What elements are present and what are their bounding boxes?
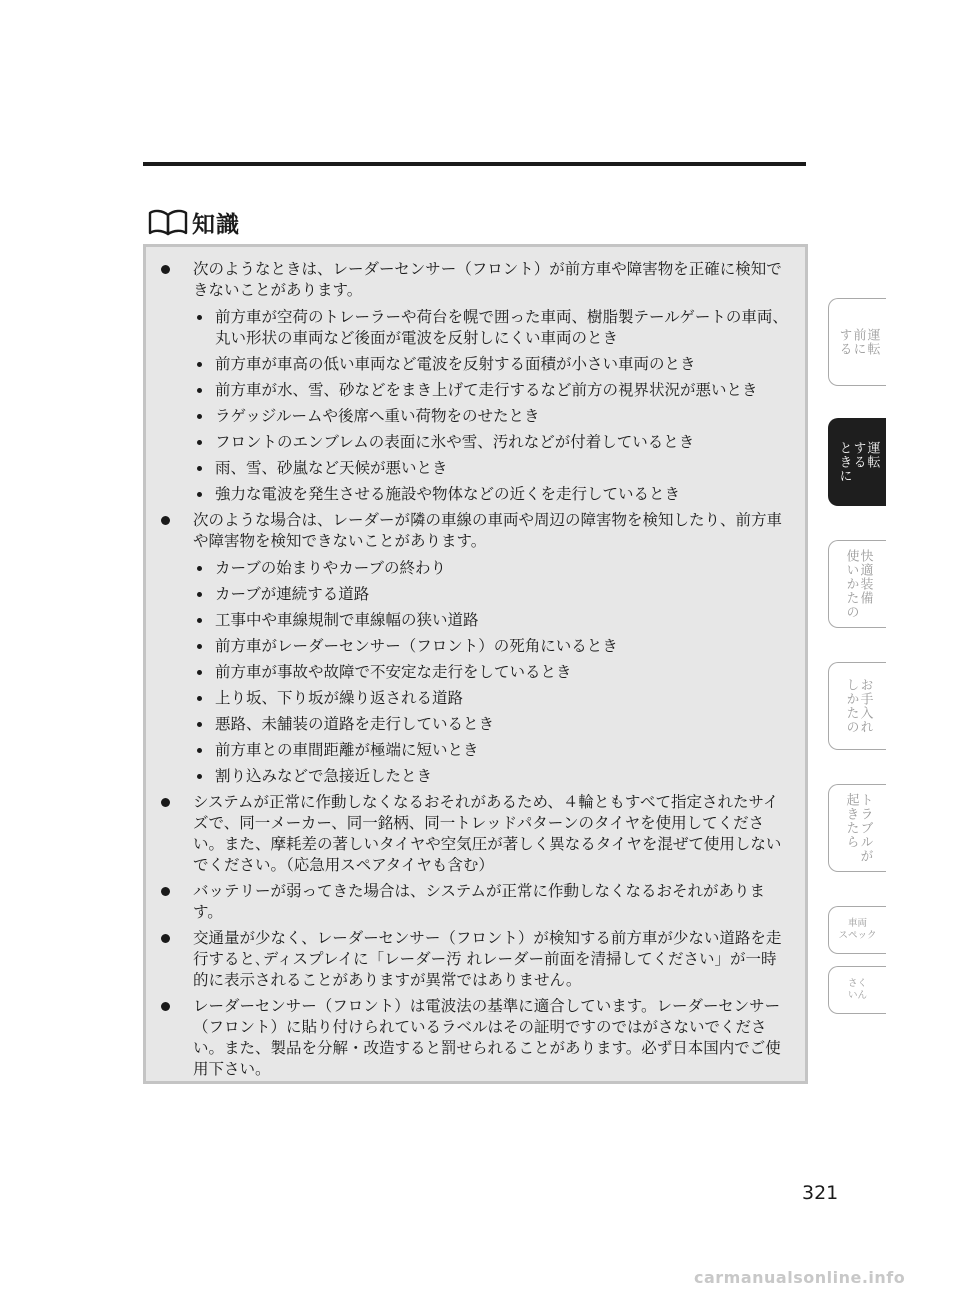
sub-bullet-text: 悪路、未舗装の道路を走行しているとき [215, 715, 495, 733]
sub-bullet-item [193, 432, 791, 453]
sub-bullet-item [193, 380, 791, 401]
side-tab-label: さく いん [847, 978, 867, 1001]
bullet-list [146, 259, 805, 1085]
bullet-dot [161, 798, 170, 807]
bullet-text: システムが正常に作動しなくなるおそれがあるため、４輪ともすべて指定されたサイズで、同一メーカー、同一銘柄、同一トレッドパターンのタイヤを使用してください。また、摩耗差の著しいタイヤや空気圧が著しく異なるタイヤを混ぜて使用しないでください。（応急用スペアタイヤも含む） [193, 793, 782, 874]
sub-bullet-dot [197, 362, 202, 367]
bullet-item [146, 996, 805, 1080]
bullet-dot [161, 1002, 170, 1011]
sub-bullet-item [193, 406, 791, 427]
sub-bullet-text: ラゲッジルームや後席へ重い荷物をのせたとき [215, 407, 540, 425]
section-heading [148, 204, 240, 240]
bullet-dot [161, 887, 170, 896]
sub-bullet-item [193, 484, 791, 505]
sub-bullet-text: 工事中や車線規制で車線幅の狭い道路 [215, 611, 479, 629]
sub-bullet-text: 前方車がレーダーセンサー（フロント）の死角にいるとき [215, 637, 618, 655]
side-tab[interactable] [828, 662, 886, 750]
sub-bullet-text: 雨、雪、砂嵐など天候が悪いとき [215, 459, 448, 477]
bullet-dot [161, 516, 170, 525]
section-title: 知識 [192, 211, 240, 238]
sub-bullet-dot [197, 466, 202, 471]
side-tab[interactable] [828, 784, 886, 872]
sub-bullet-text: 割り込みなどで急接近したとき [215, 767, 433, 785]
sub-bullet-dot [197, 492, 202, 497]
bullet-item [146, 881, 805, 923]
bullet-dot [161, 934, 170, 943]
side-tab[interactable] [828, 540, 886, 628]
bullet-item [146, 792, 805, 876]
book-icon [148, 207, 188, 237]
bullet-item [146, 510, 805, 787]
bullet-dot [161, 265, 170, 274]
info-panel [143, 244, 808, 1084]
sub-bullet-dot [197, 670, 202, 675]
sub-bullet-text: 前方車が車高の低い車両など電波を反射する面積が小さい車両のとき [215, 355, 696, 373]
bullet-text: レーダーセンサー（フロント）は電波法の基準に適合しています。レーダーセンサー（フロント）に貼り付けられているラベルはその証明ですのではがさないでください。また、製品を分解・改造すると罰せられることがあります。必ず日本国内でご使用下さい。 [193, 997, 781, 1078]
sub-bullet-text: フロントのエンブレムの表面に氷や雪、汚れなどが付着しているとき [215, 433, 695, 451]
sub-bullet-list [193, 558, 791, 787]
side-tab-label: 運転 前に する [836, 328, 880, 356]
sub-bullet-dot [197, 388, 202, 393]
sub-bullet-dot [197, 315, 202, 320]
page-number: 321 [802, 1182, 839, 1204]
bullet-item [146, 928, 805, 991]
sub-bullet-dot [197, 748, 202, 753]
sub-bullet-dot [197, 414, 202, 419]
side-tab-label: お手入れ しかたの [843, 678, 873, 734]
bullet-text: 次のようなときは、レーダーセンサー（フロント）が前方車や障害物を正確に検知できないことがあります。 [193, 260, 782, 299]
bullet-text: バッテリーが弱ってきた場合は、システムが正常に作動しなくなるおそれがあります。 [193, 882, 765, 921]
sub-bullet-dot [197, 644, 202, 649]
sub-bullet-item [193, 307, 791, 349]
sub-bullet-item [193, 584, 791, 605]
side-tab-label: 快適装備 使いかたの [843, 549, 873, 619]
sub-bullet-item [193, 354, 791, 375]
sub-bullet-item [193, 740, 791, 761]
sub-bullet-item [193, 610, 791, 631]
sub-bullet-item [193, 636, 791, 657]
bullet-item [146, 259, 805, 505]
sub-bullet-list [193, 307, 791, 505]
sub-bullet-text: カーブの始まりやカーブの終わり [215, 559, 446, 577]
sub-bullet-dot [197, 696, 202, 701]
bullet-text: 次のような場合は、レーダーが隣の車線の車両や周辺の障害物を検知したり、前方車や障害物を検知できないことがあります。 [193, 511, 783, 550]
sub-bullet-text: 前方車が事故や故障で不安定な走行をしているとき [215, 663, 572, 681]
side-tab-label: トラブルが 起きたら [843, 793, 873, 863]
sub-bullet-item [193, 558, 791, 579]
sub-bullet-text: 強力な電波を発生させる施設や物体などの近くを走行しているとき [215, 485, 681, 503]
side-tab[interactable] [828, 418, 886, 506]
sub-bullet-text: カーブが連続する道路 [215, 585, 370, 603]
bullet-text: 交通量が少なく、レーダーセンサー（フロント）が検知する前方車が少ない道路を走行すると､ディスプレイに「レーダー汚 れレーダー前面を清掃してください」が一時的に表示されることがありますが異常ではありません。 [193, 929, 782, 989]
sub-bullet-dot [197, 774, 202, 779]
side-tab-label: 運転 する ときに [836, 441, 880, 483]
side-tab[interactable] [828, 906, 886, 954]
sub-bullet-item [193, 662, 791, 683]
sub-bullet-item [193, 688, 791, 709]
watermark: carmanualsonline.info [694, 1268, 906, 1287]
sub-bullet-text: 上り坂、下り坂が繰り返される道路 [215, 689, 464, 707]
sub-bullet-dot [197, 592, 202, 597]
sub-bullet-text: 前方車が空荷のトレーラーや荷台を幌で囲った車両、樹脂製テールゲートの車両、丸い形状の車両など後面が電波を反射しにくい車両のとき [215, 308, 788, 347]
sub-bullet-dot [197, 566, 202, 571]
sub-bullet-item [193, 458, 791, 479]
side-tab[interactable] [828, 966, 886, 1014]
sub-bullet-item [193, 714, 791, 735]
sub-bullet-dot [197, 440, 202, 445]
side-tab-label: 車両 スペック [838, 918, 877, 941]
sub-bullet-item [193, 766, 791, 787]
sub-bullet-dot [197, 618, 202, 623]
sub-bullet-text: 前方車との車間距離が極端に短いとき [215, 741, 479, 759]
sub-bullet-text: 前方車が水、雪、砂などをまき上げて走行するなど前方の視界状況が悪いとき [215, 381, 758, 399]
side-tab[interactable] [828, 298, 886, 386]
sub-bullet-dot [197, 722, 202, 727]
top-rule [143, 162, 806, 166]
